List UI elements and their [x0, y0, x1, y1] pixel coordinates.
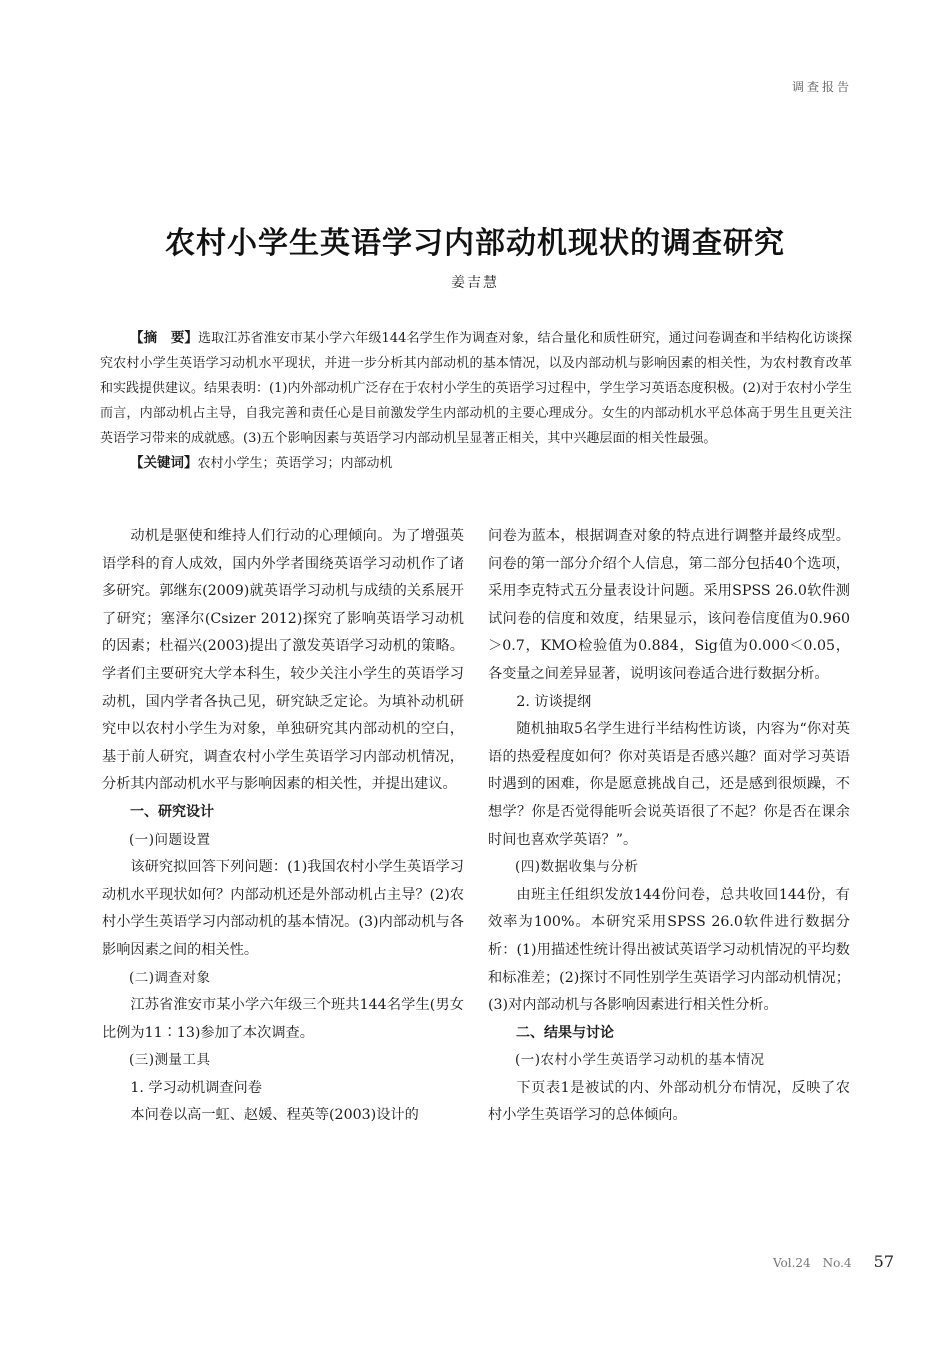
body-paragraph: 江苏省淮安市某小学六年级三个班共144名学生(男女比例为11∶13)参加了本次调查。 — [102, 997, 464, 1041]
abstract-text: 选取江苏省淮安市某小学六年级144名学生作为调查对象，结合量化和质性研究，通过问卷调查和半结构化访谈探究农村小学生英语学习动机水平现状，并进一步分析其内部动机的基本情况，以及内部动机与影响因素的相关性，为农村教育改革和实践提供建议。结果表明：(1)内外部动机广泛存在于农村小学生的英语学习过程中，学生学习英语态度积极。(2)对于农村小学生而言，内部动机占主导，自我完善和责任心是目前激发学生内部动机的主要心理成分。女生的内部动机水平总体高于男生且更关注英语学习带来的成就感。(3)五个影响因素与英语学习内部动机呈显著正相关，其中兴趣层面的相关性最强。 — [100, 331, 852, 446]
page-footer — [773, 1252, 894, 1271]
subsection-heading: (一)农村小学生英语学习动机的基本情况 — [515, 1052, 765, 1069]
item-heading: 1. 学习动机调查问卷 — [130, 1079, 262, 1096]
volume-info: Vol.24 No.4 — [772, 1256, 852, 1270]
body-paragraph: 下页表1是被试的内、外部动机分布情况，反映了农村小学生英语学习的总体倾向。 — [488, 1079, 850, 1124]
keywords-line — [100, 451, 852, 476]
subsection-heading: (三)测量工具 — [129, 1052, 211, 1069]
abstract-label: 【摘 要】 — [130, 330, 199, 346]
body-paragraph: 随机抽取5名学生进行半结构性访谈，内容为“你对英语的热爱程度如何？你对英语是否感兴趣？面对学习英语时遇到的困难，你是愿意挑战自己，还是感到很烦躁，不想学？你是否觉得能听会说英语很了不起？你是否在课余时间也喜欢学英语？”。 — [488, 721, 850, 848]
body-paragraph: 该研究拟回答下列问题：(1)我国农村小学生英语学习动机水平现状如何？内部动机还是外部动机占主导？(2)农村小学生英语学习内部动机的基本情况。(3)内部动机与各影响因素之间的相关性。 — [102, 859, 464, 958]
abstract-paragraph — [100, 326, 852, 451]
body-paragraph: 本问卷以高一虹、赵媛、程英等(2003)设计的 — [130, 1107, 419, 1124]
item-heading: 2. 访谈提纲 — [516, 693, 592, 710]
subsection-heading: (一)问题设置 — [129, 831, 211, 848]
paper-title: 农村小学生英语学习内部动机现状的调查研究 — [165, 226, 785, 261]
body-column-left — [102, 523, 464, 1130]
abstract-block — [100, 326, 852, 476]
keywords-text: 农村小学生；英语学习；内部动机 — [197, 456, 393, 471]
body-paragraph: 动机是驱使和维持人们行动的心理倾向。为了增强英语学科的育人成效，国内外学者围绕英语学习动机作了诸多研究。郭继东(2009)就英语学习动机与成绩的关系展开了研究；塞泽尔(Csizer 2012)探究了影响英语学习动机的因素；杜福兴(2003)提出了激发英语学习动机的策略。学者们主要研究大学本科生，较少关注小学生的英语学习动机，国内学者各执己见，研究缺乏定论。为填补动机研究中以农村小学生为对象，单独研究其内部动机的空白，基于前人研究，调查农村小学生英语学习内部动机情况，分析其内部动机水平与影响因素的相关性，并提出建议。 — [102, 528, 464, 793]
keywords-label: 【关键词】 — [130, 455, 198, 471]
subsection-heading: (二)调查对象 — [129, 969, 211, 986]
body-column-right — [488, 523, 850, 1130]
subsection-heading: (四)数据收集与分析 — [515, 859, 639, 876]
section-heading: 二、结果与讨论 — [516, 1024, 614, 1041]
body-paragraph: 问卷为蓝本，根据调查对象的特点进行调整并最终成型。问卷的第一部分介绍个人信息，第二部分包括40个选项，采用李克特式五分量表设计问题。采用SPSS 26.0软件测试问卷的信度和效度，结果显示，该问卷信度值为0.960＞0.7，KMO检验值为0.884，Sig值为0.000＜0.05，各变量之间差异显著，说明该问卷适合进行数据分析。 — [488, 528, 850, 682]
author-name: 姜吉慧 — [451, 275, 499, 291]
body-paragraph: 由班主任组织发放144份问卷，总共收回144份，有效率为100%。本研究采用SPSS 26.0软件进行数据分析：(1)用描述性统计得出被试英语学习动机情况的平均数和标准差；(2)探讨不同性别学生英语学习内部动机情况；(3)对内部动机与各影响因素进行相关性分析。 — [488, 886, 850, 1014]
page-number: 57 — [873, 1252, 894, 1271]
section-heading: 一、研究设计 — [130, 803, 214, 820]
section-tag: 调查报告 — [791, 80, 852, 94]
